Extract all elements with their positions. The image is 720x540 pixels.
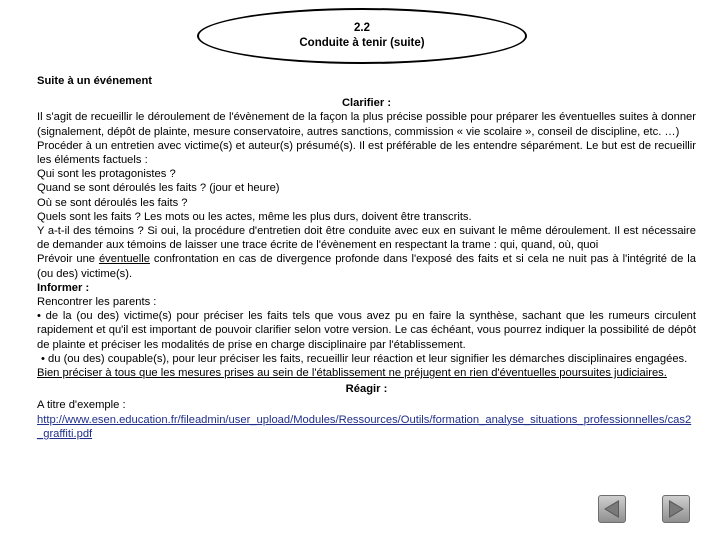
informer-note: Bien préciser à tous que les mesures prises au sein de l'établissement ne préjugent en rien d'éventuelles poursuites judiciaires.: [37, 367, 667, 380]
question-where: Où se sont déroulés les faits ?: [37, 196, 188, 209]
clarifier-paragraph-2: Procéder à un entretien avec victime(s) et auteur(s) présumé(s). Il est préférable de les entendre séparément. Le but est de recueillir les éléments factuels :: [37, 139, 696, 167]
reagir-heading: Réagir :: [345, 383, 388, 396]
clarifier-paragraph-4: [37, 252, 696, 280]
informer-heading: Informer :: [37, 281, 90, 294]
informer-bullet-victim: • de la (ou des) victime(s) pour préciser les faits tels que vous avez pu en faire la synthèse, sachant que les rumeurs circulent rapidement et qu'il est important de pouvoir clarifier selon votre version. Le cas échéant, vous pourrez indiquer la possibilité de dépôt de plainte et préciser les modalités de prise en charge disciplinaire par l'établissement.: [37, 310, 696, 351]
prev-slide-button[interactable]: [598, 495, 626, 523]
p4-post: confrontation en cas de divergence profonde dans l'exposé des faits et si cela ne nuit pas à l'intégrité de la (ou des) victime(s).: [37, 253, 696, 280]
example-label: A titre d'exemple :: [37, 399, 126, 412]
header-oval: [197, 8, 527, 64]
question-who: Qui sont les protagonistes ?: [37, 168, 176, 181]
informer-intro: Rencontrer les parents :: [37, 296, 157, 309]
clarifier-paragraph-1: Il s'agit de recueillir le déroulement de l'évènement de la façon la plus précise possible pour préparer les éventuelles suites à donner (signalement, dépôt de plainte, mesure conservatoire, autres sanctions, commission « vie scolaire », conseil de discipline, etc. …): [37, 111, 696, 138]
question-when: Quand se sont déroulés les faits ? (jour et heure): [37, 182, 280, 195]
next-slide-button[interactable]: [662, 495, 690, 523]
arrow-right-icon: [663, 496, 689, 522]
informer-bullet-culprit: • du (ou des) coupable(s), pour leur préciser les faits, recueillir leur réaction et leur signifier les démarches disciplinaires engagées.: [41, 352, 688, 365]
arrow-left-icon: [599, 496, 625, 522]
document-body: [37, 74, 696, 441]
page-title: Conduite à tenir (suite): [299, 37, 425, 49]
question-what: Quels sont les faits ? Les mots ou les actes, même les plus durs, doivent être transcrits.: [37, 210, 472, 223]
p4-underlined-word: éventuelle: [98, 253, 150, 266]
clarifier-heading: Clarifier :: [341, 97, 392, 110]
p4-pre: Prévoir une: [37, 253, 99, 266]
example-link[interactable]: http://www.esen.education.fr/fileadmin/user_upload/Modules/Ressources/Outils/formation_analyse_situations_professionnelles/cas2_graffiti.pdf: [37, 413, 692, 440]
section-title: Suite à un événement: [37, 75, 153, 87]
section-number: 2.2: [354, 22, 370, 34]
clarifier-paragraph-3: Y a-t-il des témoins ? Si oui, la procédure d'entretien doit être conduite avec eux en suivant le même déroulement. Il est nécessaire de demander aux témoins de laisser une trace écrite de l'évènement en respectant la trame : qui, quand, où, quoi: [37, 225, 696, 252]
